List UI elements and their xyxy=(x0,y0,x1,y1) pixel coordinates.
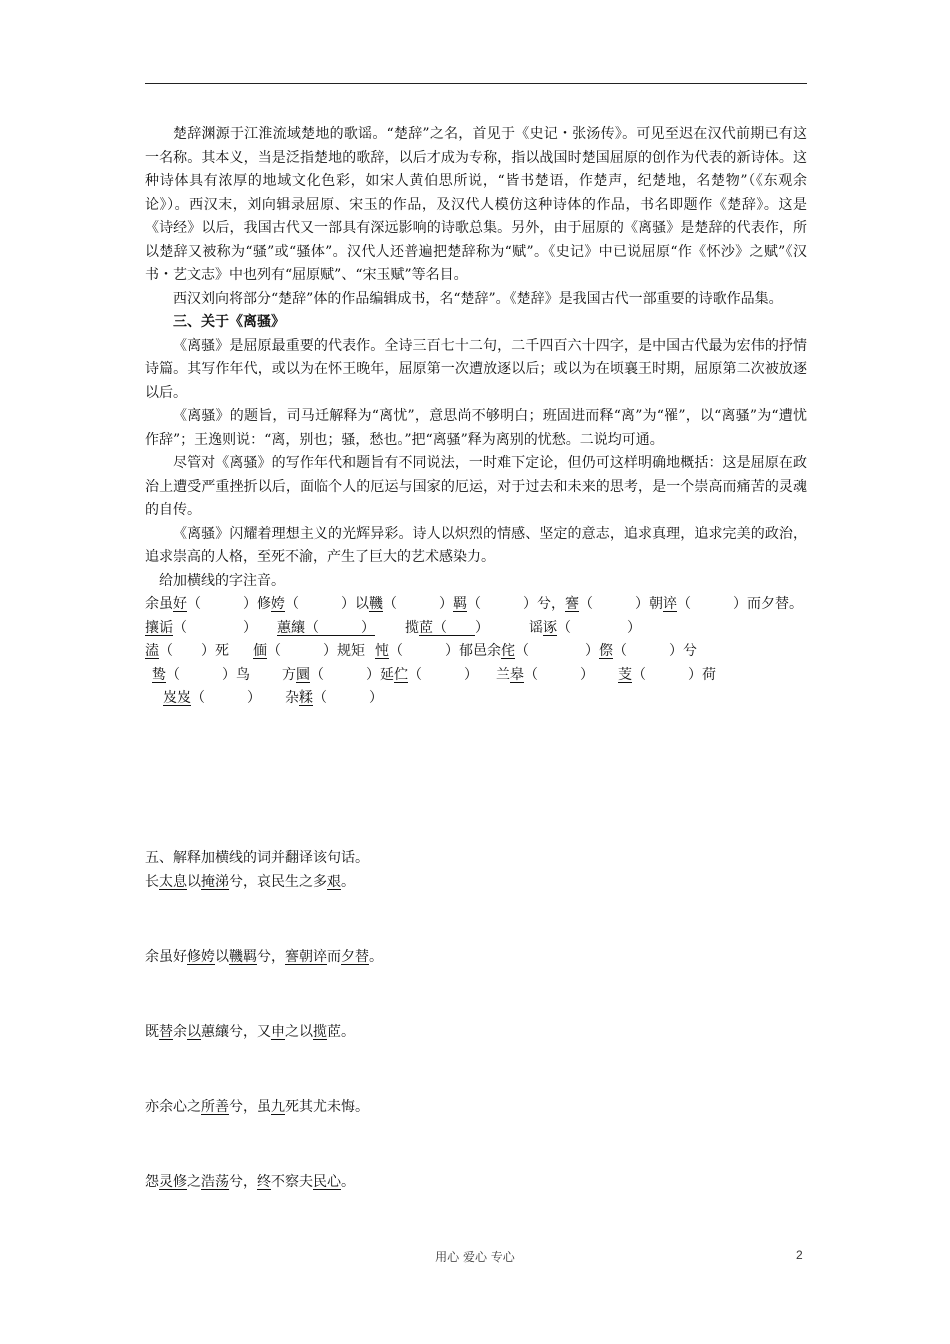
paragraph-liu-xiang: 西汉刘向将部分“楚辞”体的作品编辑成书，名“楚辞”。《楚辞》是我国古代一部重要的诗歌作品集。 xyxy=(173,290,783,307)
paragraph-lisao-summary: 尽管对《离骚》的写作年代和题旨有不同说法，一时难下定论，但仍可这样明确地概括：这是屈原在政治上遭受严重挫折以后，面临个人的厄运与国家的厄运，对于过去和未来的思考，是一个崇高而痛苦的灵魂的自传。 xyxy=(145,455,807,518)
translate-sentence-1: 长太息以掩涕兮，哀民生之多艰。 xyxy=(145,874,355,890)
phonetic-line-4: 鸷（ ）鸟 方圜（ ）延伫（ ） 兰皋（ ） 芰（ ）荷 xyxy=(152,666,716,683)
paragraph-chuci-origin: 楚辞渊源于江淮流域楚地的歌谣。“楚辞”之名，首见于《史记・张汤传》。可见至迟在汉代前期已有这一名称。其本义，当是泛指楚地的歌辞，以后才成为专称，指以战国时楚国屈原的创作为代表的新诗体。这种诗体具有浓厚的地域文化色彩，如宋人黄伯思所说，“皆书楚语，作楚声，纪楚地，名楚物”（《东观余论》）。西汉末，刘向辑录屈原、宋玉的作品，及汉代人模仿这种诗体的作品，书名即题作《楚辞》。这是《诗经》以后，我国古代又一部具有深远影响的诗歌总集。另外，由于屈原的《离骚》是楚辞的代表作，所以楚辞又被称为“骚”或“骚体”。汉代人还普遍把楚辞称为“赋”。《史记》中已说屈原“作《怀沙》之赋”《汉书・艺文志》中也列有“屈原赋”、“宋玉赋”等名目。 xyxy=(145,126,807,283)
paragraph-lisao-idealism: 《离骚》闪耀着理想主义的光辉异彩。诗人以炽烈的情感、坚定的意志，追求真理，追求完美的政治，追求崇高的人格，至死不渝，产生了巨大的艺术感染力。 xyxy=(145,525,807,565)
translate-sentence-2: 余虽好修姱以鞿羁兮，謇朝谇而夕替。 xyxy=(145,949,383,965)
header-rule xyxy=(145,83,807,84)
page-number: 2 xyxy=(796,1248,803,1262)
phonetic-line-5: 岌岌（ ） 杂糅（ ） xyxy=(163,690,383,706)
main-content xyxy=(145,123,807,711)
phonetic-line-1: 余虽好（ ）修姱（ ）以鞿（ ）羁（ ）兮，謇（ ）朝谇（ ）而夕替。 xyxy=(145,596,803,612)
translate-sentence-3: 既替余以蕙纕兮，又申之以揽茝。 xyxy=(145,1024,355,1040)
phonetic-instruction: 给加横线的字注音。 xyxy=(159,572,285,589)
translate-sentence-4: 亦余心之所善兮，虽九死其尤未悔。 xyxy=(145,1099,369,1115)
footer-motto: 用心 爱心 专心 xyxy=(435,1250,515,1264)
paragraph-lisao-work: 《离骚》是屈原最重要的代表作。全诗三百七十二句，二千四百六十四字，是中国古代最为宏伟的抒情诗篇。其写作年代，或以为在怀王晚年，屈原第一次遭放逐以后；或以为在顷襄王时期，屈原第二次被放逐以后。 xyxy=(145,337,807,401)
phonetic-line-3: 溘（ ）死 偭（ ）规矩 忳（ ）郁邑余侘（ ）傺（ ）兮 xyxy=(145,643,697,659)
paragraph-lisao-title: 《离骚》的题旨，司马迁解释为“离忧”，意思尚不够明白；班固进而释“离”为“罹”，以“离骚”为“遭忧作辞”；王逸则说：“离，别也；骚，愁也。”把“离骚”释为离别的忧愁。二说均可通。 xyxy=(145,408,807,448)
section-five-title: 五、解释加横线的词并翻译该句话。 xyxy=(145,850,369,866)
phonetic-line-2: 攘诟（ ） 蕙纕（ ） 揽茝（ ） 谣诼（ ） xyxy=(145,619,641,636)
section-heading-lisao: 三、关于《离骚》 xyxy=(173,314,285,330)
translate-sentence-5: 怨灵修之浩荡兮，终不察夫民心。 xyxy=(145,1174,355,1190)
